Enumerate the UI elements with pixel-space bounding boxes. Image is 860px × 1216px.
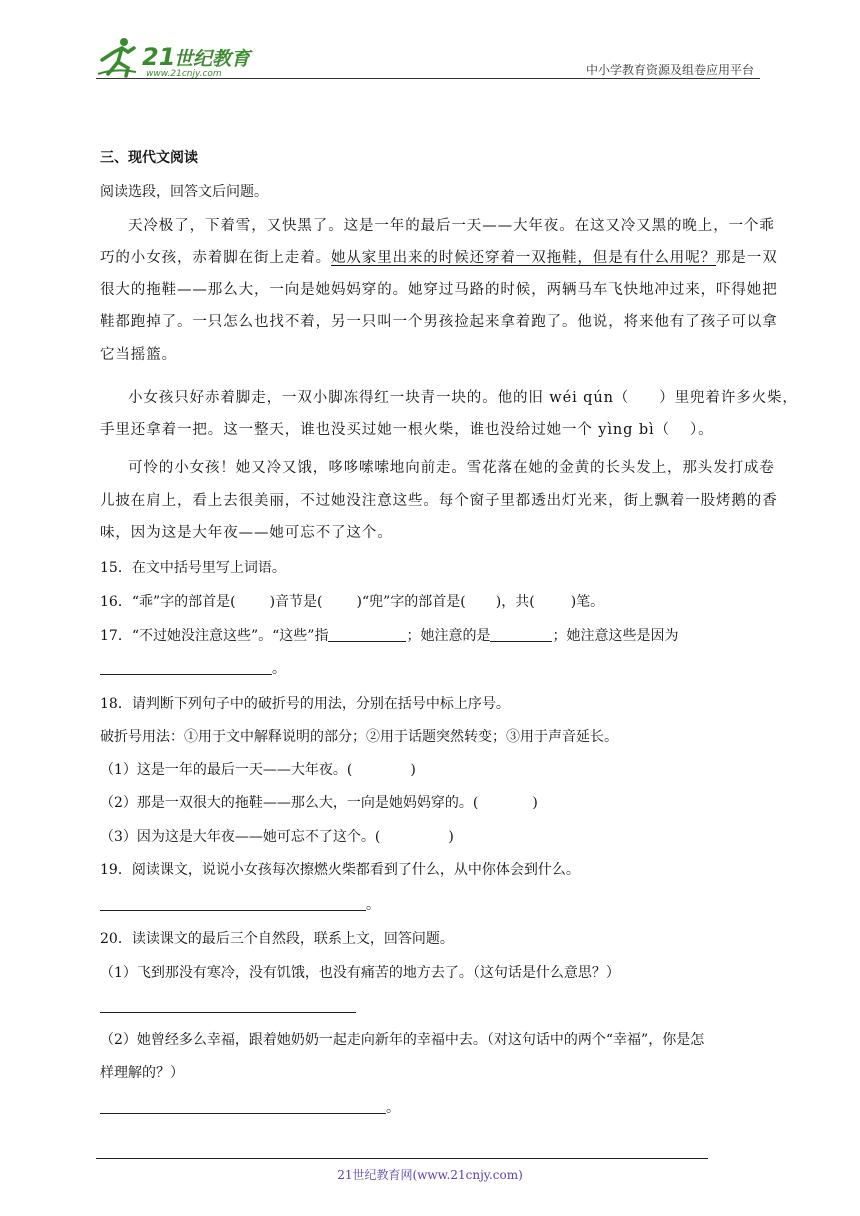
question-text: 。 bbox=[386, 1100, 400, 1116]
answer-blank[interactable] bbox=[100, 896, 366, 911]
svg-text:21: 21 bbox=[142, 43, 176, 71]
section-title: 三、现代文阅读 bbox=[100, 150, 198, 166]
svg-text:世纪教育: 世纪教育 bbox=[174, 48, 251, 70]
passage-text: ）。 bbox=[689, 422, 714, 438]
passage-text: 手里还拿着一把。这一整天，谁也没买过她一根火柴，谁也没给过她一个 yìng bì（ bbox=[100, 422, 670, 438]
question-18: 18．请判断下列句子中的破折号的用法，分别在括号中标上序号。 bbox=[100, 696, 510, 712]
question-text: )笔。 bbox=[570, 594, 605, 610]
passage-text: 那是一双 bbox=[716, 250, 778, 266]
question-text: （1）这是一年的最后一天——大年夜。( bbox=[100, 762, 353, 778]
question-text: ；她注意这些是因为 bbox=[552, 628, 679, 644]
question-text: 。 bbox=[272, 661, 286, 677]
question-text: ) bbox=[410, 762, 416, 778]
question-text: )，共( bbox=[495, 594, 535, 610]
passage-line: 很大的拖鞋——那么大，一向是她妈妈穿的。她穿过马路的时候，两辆马车飞快地冲过来，吓得她把 bbox=[100, 282, 778, 298]
answer-blank[interactable] bbox=[328, 627, 406, 642]
instruction: 阅读选段，回答文后问题。 bbox=[100, 184, 268, 200]
passage-text: 巧的小女孩，赤着脚在街上走着。 bbox=[100, 250, 331, 266]
platform-name: 中小学教育资源及组卷应用平台 bbox=[585, 63, 754, 77]
question-19: 19．阅读课文，说说小女孩每次擦燃火柴都看到了什么，从中你体会到什么。 bbox=[100, 862, 580, 878]
passage-line: 天冷极了，下着雪，又快黑了。这是一年的最后一天——大年夜。在这又冷又黑的晚上，一个乖 bbox=[128, 218, 775, 234]
question-20: 20．读读课文的最后三个自然段，联系上文，回答问题。 bbox=[100, 931, 454, 947]
question-20-part-2-cont: 样理解的？） bbox=[100, 1065, 184, 1081]
answer-blank[interactable] bbox=[100, 660, 272, 675]
passage-line bbox=[128, 388, 798, 408]
question-18-item-3 bbox=[100, 827, 454, 847]
passage-text: 小女孩只好赤着脚走，一双小脚冻得红一块青一块的。他的旧 wéi qún（ bbox=[128, 390, 630, 406]
dash-usage-note: 破折号用法：①用于文中解释说明的部分；②用于话题突然转变；③用于声音延长。 bbox=[100, 729, 618, 745]
page-footer: 21世纪教育网(www.21cnjy.com) bbox=[337, 1168, 523, 1182]
question-20-part-1: （1）飞到那没有寒冷，没有饥饿，也没有痛苦的地方去了。（这句话是什么意思？） bbox=[100, 965, 620, 981]
question-text: ) bbox=[532, 795, 538, 811]
question-text: )“兜”字的部首是( bbox=[356, 594, 466, 610]
question-text: ) bbox=[448, 829, 454, 845]
question-17-answer-line bbox=[100, 659, 286, 679]
footer-divider bbox=[96, 1158, 708, 1159]
passage-line: 它当摇篮。 bbox=[100, 347, 177, 363]
question-20-part-2: （2）她曾经多么幸福，跟着她奶奶一起走向新年的幸福中去。（对这句话中的两个“幸福”，你是怎 bbox=[100, 1032, 705, 1048]
underlined-sentence: 她从家里出来的时候还穿着一双拖鞋，但是有什么用呢？ bbox=[331, 250, 716, 266]
answer-blank[interactable] bbox=[100, 998, 356, 1013]
question-18-item-2 bbox=[100, 793, 538, 813]
question-18-item-1 bbox=[100, 760, 416, 780]
header-divider bbox=[96, 78, 760, 79]
page-header bbox=[96, 32, 760, 80]
question-16 bbox=[100, 592, 604, 612]
question-text: （2）那是一双很大的拖鞋——那么大，一向是她妈妈穿的。( bbox=[100, 795, 479, 811]
question-text: （3）因为这是大年夜——她可忘不了这个。( bbox=[100, 829, 381, 845]
passage-line: 鞋都跑掉了。一只怎么也找不着，另一只叫一个男孩捡起来拿着跑了。他说，将来他有了孩子可以拿 bbox=[100, 314, 778, 330]
question-20-part-2-answer bbox=[100, 1098, 400, 1118]
question-19-answer-line bbox=[100, 895, 380, 915]
question-20-part-1-answer bbox=[100, 997, 356, 1017]
svg-text:www.21cnjy.com: www.21cnjy.com bbox=[146, 69, 222, 78]
passage-line: 味，因为这是大年夜——她可忘不了这个。 bbox=[100, 525, 393, 541]
answer-blank[interactable] bbox=[490, 627, 552, 642]
question-text: ；她注意的是 bbox=[406, 628, 491, 644]
answer-blank[interactable] bbox=[100, 1099, 386, 1114]
question-17 bbox=[100, 626, 678, 646]
passage-line bbox=[100, 420, 714, 440]
question-text: 。 bbox=[366, 897, 380, 913]
passage-line: 可怜的小女孩！她又冷又饿，哆哆嗦嗦地向前走。雪花落在她的金黄的长头发上，那头发打成卷 bbox=[128, 460, 775, 476]
question-text: 16．“乖”字的部首是( bbox=[100, 594, 236, 610]
site-logo bbox=[96, 34, 266, 78]
question-text: )音节是( bbox=[269, 594, 323, 610]
question-15: 15．在文中括号里写上词语。 bbox=[100, 560, 286, 576]
passage-text: ）里兜着许多火柴， bbox=[659, 390, 798, 406]
question-text: 17．“不过她没注意这些”。“这些”指 bbox=[100, 628, 329, 644]
passage-line bbox=[100, 248, 778, 268]
passage-line: 儿披在肩上，看上去很美丽，不过她没注意这些。每个窗子里都透出灯光来，街上飘着一股烤鹅的香 bbox=[100, 493, 778, 509]
